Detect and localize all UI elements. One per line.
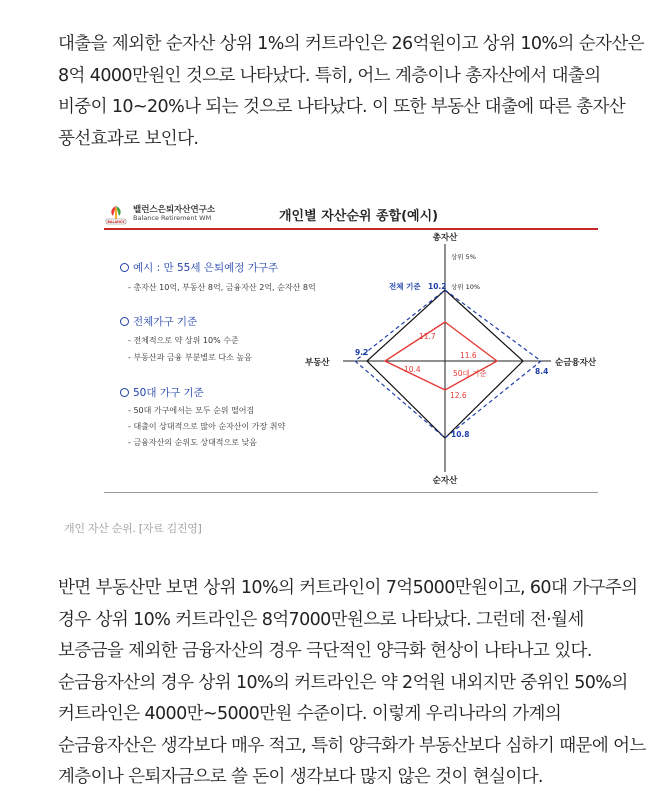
overall-value-total: 10.2 <box>428 282 447 291</box>
bullet-item: - 50대 가구에서는 모두 순위 떨어짐 <box>128 406 255 415</box>
text-line: 대출을 제외한 순자산 상위 1%의 커트라인은 26억원이고 상위 10%의 순자산은 <box>58 34 644 54</box>
text-line: 계층이나 은퇴자금으로 쓸 돈이 생각보다 많지 않은 것이 현실이다. <box>58 767 543 787</box>
circle-bullet-icon <box>120 388 129 397</box>
text-line: 커트라인은 4000만~5000만원 수준이다. 이렇게 우리나라의 가계의 <box>58 704 562 724</box>
bullet-text: 50대 가구에서는 모두 순위 떨어짐 <box>133 406 255 415</box>
logo-badge-text: BALANCE <box>107 220 125 224</box>
bullet-text: 대출이 상대적으로 많아 순자산이 가장 취약 <box>133 422 286 431</box>
figure-bottom-divider <box>104 492 598 493</box>
asset-rank-figure <box>98 196 602 494</box>
axis-label-real-estate: 부동산 <box>305 358 330 368</box>
bullet-item: - 대출이 상대적으로 많아 순자산이 가장 취약 <box>128 422 286 431</box>
section-heading-example <box>120 260 278 275</box>
overall-series-line <box>355 290 541 438</box>
circle-bullet-icon <box>120 263 129 272</box>
figure-title: 개인별 자산순위 종합(예시) <box>279 209 439 224</box>
text-line: 보증금을 제외한 금융자산의 경우 극단적인 양극화 현상이 나타나고 있다. <box>58 641 592 661</box>
radar-diagram <box>303 232 603 490</box>
age50-value-real-estate: 10.4 <box>404 365 421 374</box>
logo-subtitle: Balance Retirement WM <box>133 214 212 222</box>
axis-label-net-financial: 순금융자산 <box>555 358 597 368</box>
overall-series-name: 전체 기준 <box>389 282 421 291</box>
section-heading-50s <box>120 385 204 400</box>
age50-series-name: 50대 기준 <box>453 369 487 378</box>
text-line: 순금융자산은 생각보다 매우 적고, 특히 양극화가 부동산보다 심하기 때문에 어느 <box>58 735 646 756</box>
figure-caption: 개인 자산 순위. [자료 김진영] <box>64 522 202 535</box>
overall-value-net-financial: 8.4 <box>535 367 549 376</box>
text-line: 비중이 10~20%나 되는 것으로 나타났다. 이 또한 부동산 대출에 따른 총자산 <box>58 97 626 117</box>
age50-value-net-financial: 11.6 <box>460 351 477 360</box>
overall-value-net-asset: 10.8 <box>451 430 470 439</box>
figure-header <box>104 200 600 228</box>
logo-name: 밸런스은퇴자산연구소 <box>133 205 216 215</box>
article-paragraph-1 <box>58 29 648 155</box>
section-heading-overall <box>120 314 197 329</box>
text-line: 경우 상위 10% 커트라인은 8억7000만원으로 나타났다. 그런데 전·월세 <box>58 609 584 630</box>
bullet-text: 금융자산의 순위도 상대적으로 낮음 <box>133 438 257 447</box>
balance-logo-icon <box>104 202 128 226</box>
circle-bullet-icon <box>120 317 129 326</box>
text-line: 반면 부동산만 보면 상위 10%의 커트라인이 7억5000만원이고, 60대 가구주의 <box>58 578 638 598</box>
section-heading-text: 50대 가구 기준 <box>133 387 204 399</box>
ring-label-top10: 상위 10% <box>451 283 481 291</box>
overall-value-real-estate: 9.2 <box>355 348 369 357</box>
axis-label-total: 총자산 <box>432 233 458 243</box>
age50-value-net-asset: 12.6 <box>450 391 467 400</box>
header-divider <box>104 228 598 230</box>
bullet-text: 부동산과 금융 부분별로 다소 높음 <box>133 353 252 362</box>
section-heading-text: 전체가구 기준 <box>133 316 198 328</box>
bullet-text: 총자산 10억, 부동산 8억, 금융자산 2억, 순자산 8억 <box>133 283 316 292</box>
text-line: 8억 4000만원인 것으로 나타났다. 특히, 어느 계층이나 총자산에서 대출의 <box>58 65 601 86</box>
bullet-item: - 금융자산의 순위도 상대적으로 낮음 <box>128 438 257 447</box>
section-heading-text: 예시 : 만 55세 은퇴예정 가구주 <box>133 262 279 274</box>
article-paragraph-2 <box>58 573 648 794</box>
bullet-item: - 부동산과 금융 부분별로 다소 높음 <box>128 353 252 362</box>
text-line: 풍선효과로 보인다. <box>58 128 199 149</box>
bullet-text: 전체적으로 약 상위 10% 수준 <box>133 336 239 345</box>
bullet-item: - 총자산 10억, 부동산 8억, 금융자산 2억, 순자산 8억 <box>128 283 316 292</box>
axis-label-net-asset: 순자산 <box>432 476 458 486</box>
text-line: 순금융자산의 경우 상위 10%의 커트라인은 약 2억원 내외지만 중위인 50%의 <box>58 672 628 693</box>
bullet-item: - 전체적으로 약 상위 10% 수준 <box>128 336 239 345</box>
age50-value-total: 11.7 <box>419 332 436 341</box>
age50-series-line <box>385 322 497 390</box>
ring-label-top5: 상위 5% <box>451 253 476 261</box>
